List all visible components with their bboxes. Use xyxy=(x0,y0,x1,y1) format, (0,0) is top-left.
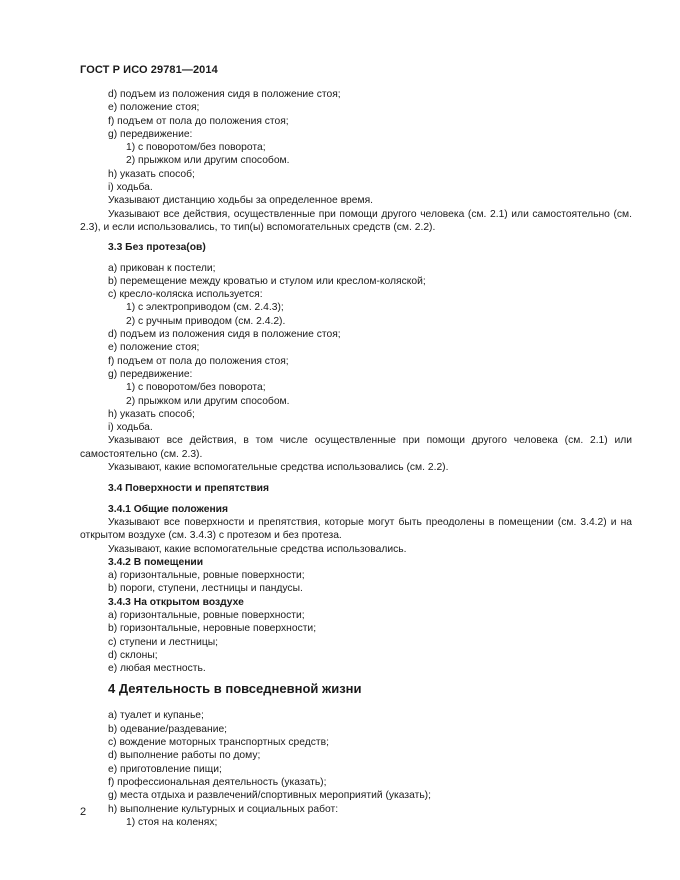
subsection-heading-3-4-2: 3.4.2 В помещении xyxy=(108,556,204,568)
list-item: b) перемещение между кроватью и стулом или креслом-коляской; xyxy=(108,275,426,287)
paragraph: Указывают, какие вспомогательные средства использовались (см. 2.2). xyxy=(108,462,449,474)
paragraph: Указывают все действия, осуществленные при помощи другого человека (см. 2.1) или самостоятельно (см. 2.3), и если использовались, то тип(ы) вспомогательных средств (см. 2.2). xyxy=(80,208,632,233)
paragraph: Указывают, какие вспомогательные средства использовались. xyxy=(108,543,407,555)
list-item: b) одевание/раздевание; xyxy=(108,723,228,735)
list-item: h) выполнение культурных и социальных работ: xyxy=(108,803,339,815)
list-item: d) подъем из положения сидя в положение стоя; xyxy=(108,329,341,341)
sub-list-item: 2) с ручным приводом (см. 2.4.2). xyxy=(126,315,286,327)
standard-header: ГОСТ Р ИСО 29781—2014 xyxy=(80,64,218,76)
section-heading-3-4: 3.4 Поверхности и препятствия xyxy=(108,483,269,495)
list-item: e) любая местность. xyxy=(108,663,206,675)
list-item: f) подъем от пола до положения стоя; xyxy=(108,355,289,367)
list-item: h) указать способ; xyxy=(108,168,195,180)
paragraph: Указывают все действия, в том числе осуществленные при помощи другого человека (см. 2.1) или самостоятельно (см. 2.3). xyxy=(80,435,632,460)
list-item: a) туалет и купанье; xyxy=(108,710,204,722)
list-item: b) пороги, ступени, лестницы и пандусы. xyxy=(108,583,303,595)
section-heading-3-3: 3.3 Без протеза(ов) xyxy=(108,242,206,254)
sub-list-item: 2) прыжком или другим способом. xyxy=(126,155,290,167)
list-item: c) вождение моторных транспортных средств; xyxy=(108,737,329,749)
subsection-heading-3-4-3: 3.4.3 На открытом воздухе xyxy=(108,596,244,608)
list-item: a) горизонтальные, ровные поверхности; xyxy=(108,609,305,621)
sub-list-item: 2) прыжком или другим способом. xyxy=(126,395,290,407)
list-item: a) прикован к постели; xyxy=(108,262,216,274)
subsection-heading-3-4-1: 3.4.1 Общие положения xyxy=(108,503,228,515)
page-number: 2 xyxy=(80,806,87,818)
list-item: e) положение стоя; xyxy=(108,102,200,114)
list-item: c) кресло-коляска используется: xyxy=(108,289,263,301)
list-item: i) ходьба. xyxy=(108,422,153,434)
list-item: d) подъем из положения сидя в положение стоя; xyxy=(108,89,341,100)
list-item: g) передвижение: xyxy=(108,368,193,380)
list-item: f) профессиональная деятельность (указать); xyxy=(108,776,327,788)
list-item: b) горизонтальные, неровные поверхности; xyxy=(108,623,317,635)
list-item: e) приготовление пищи; xyxy=(108,763,222,775)
sub-list-item: 1) с поворотом/без поворота; xyxy=(126,382,266,394)
section-heading-4: 4 Деятельность в повседневной жизни xyxy=(108,681,362,697)
list-item: c) ступени и лестницы; xyxy=(108,636,218,648)
list-item: d) склоны; xyxy=(108,649,158,661)
list-item: g) передвижение: xyxy=(108,128,193,140)
page-content xyxy=(80,88,632,829)
sub-list-item: 1) стоя на коленях; xyxy=(126,816,218,828)
list-item: a) горизонтальные, ровные поверхности; xyxy=(108,570,305,582)
paragraph: Указывают все поверхности и препятствия, которые могут быть преодолены в помещении (см. 3.4.2) и на открытом воздухе (см. 3.4.3) с протезом и без протеза. xyxy=(80,516,632,542)
list-item: f) подъем от пола до положения стоя; xyxy=(108,115,289,127)
paragraph: Указывают дистанцию ходьбы за определенное время. xyxy=(108,195,374,207)
list-item: h) указать способ; xyxy=(108,408,195,420)
list-item: i) ходьба. xyxy=(108,182,153,194)
list-item: d) выполнение работы по дому; xyxy=(108,750,261,762)
sub-list-item: 1) с поворотом/без поворота; xyxy=(126,142,266,154)
list-item: g) места отдыха и развлечений/спортивных мероприятий (указать); xyxy=(108,790,431,802)
list-item: e) положение стоя; xyxy=(108,342,200,354)
sub-list-item: 1) с электроприводом (см. 2.4.3); xyxy=(126,302,284,314)
